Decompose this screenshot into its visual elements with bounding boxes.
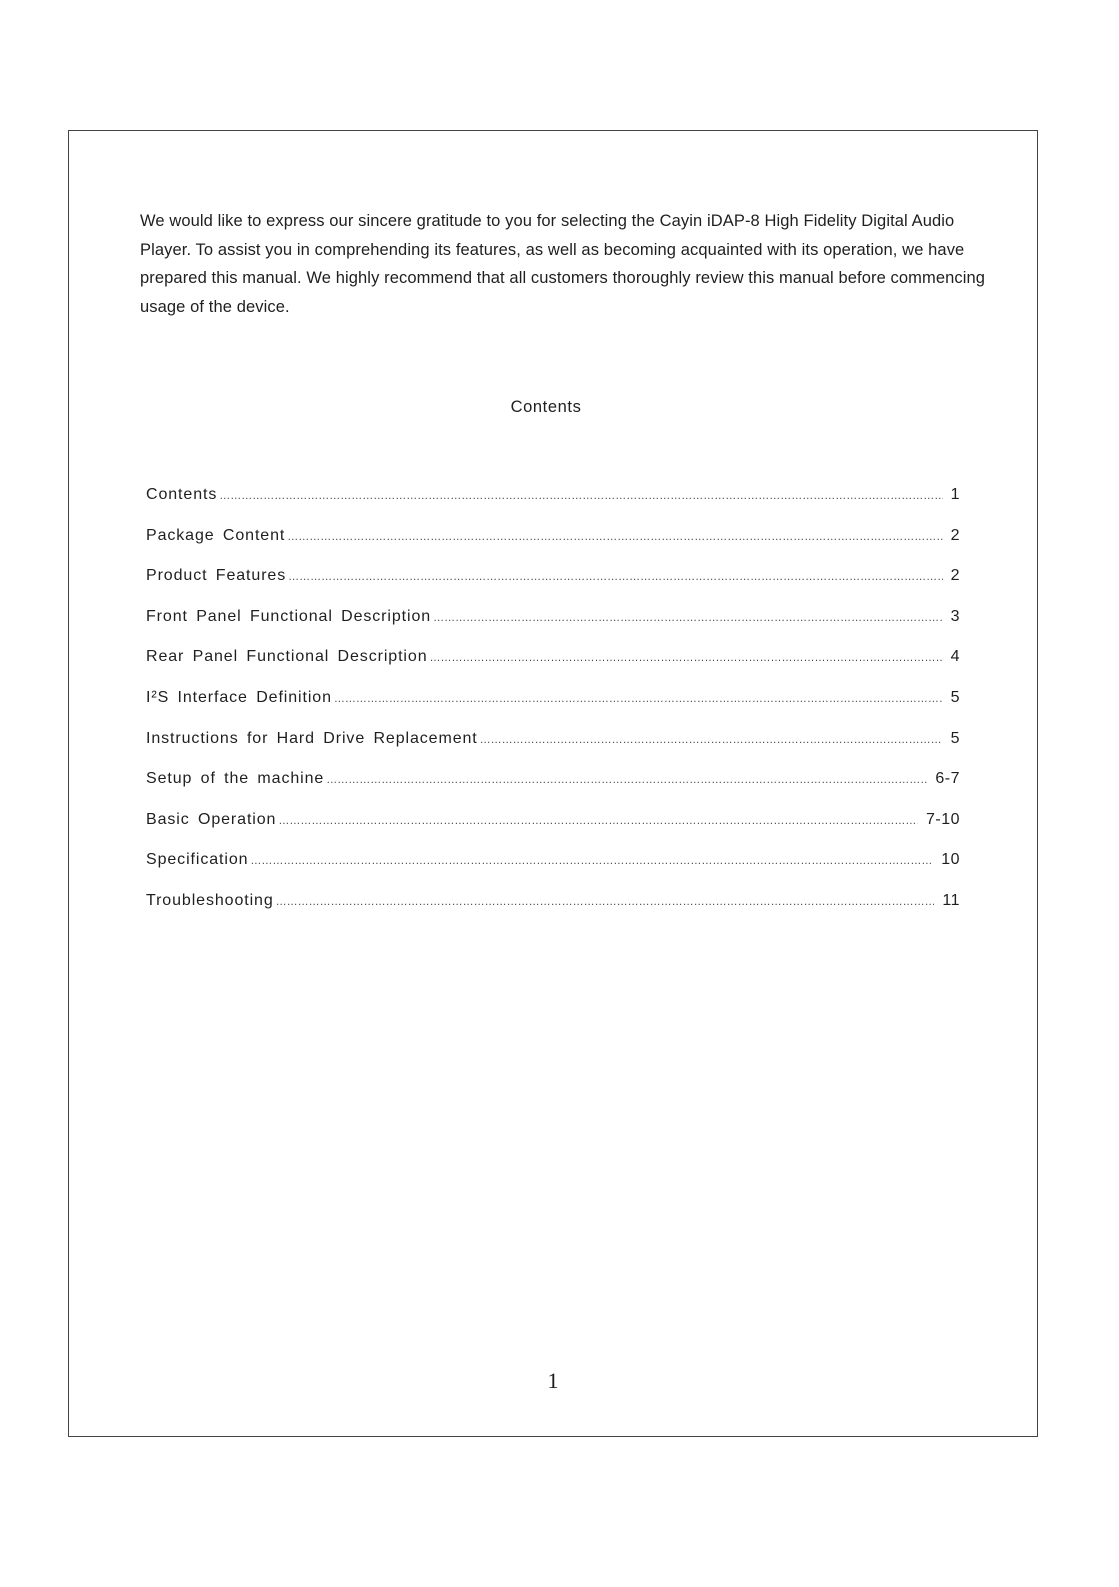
toc-dot-leader	[276, 896, 935, 908]
toc-dot-leader	[278, 815, 918, 827]
toc-entry-title: Instructions for Hard Drive Replacement	[146, 729, 478, 747]
toc-dot-leader	[433, 612, 943, 624]
toc-entry-specification[interactable]	[146, 851, 960, 892]
toc-entry-package-content[interactable]	[146, 527, 960, 568]
toc-entry-hard-drive-replacement[interactable]	[146, 730, 960, 771]
toc-entry-page: 1	[950, 486, 960, 503]
contents-heading: Contents	[510, 398, 582, 416]
toc-entry-page: 11	[942, 891, 960, 909]
toc-dot-leader	[219, 490, 942, 502]
toc-entry-page: 5	[950, 688, 960, 706]
toc-entry-page: 4	[950, 648, 960, 666]
toc-dot-leader	[480, 734, 943, 746]
table-of-contents	[146, 486, 960, 933]
intro-paragraph: We would like to express our sincere gratitude to you for selecting the Cayin iDAP-8 High Fidelity Digital Audio Player. To assist you in comprehending its features, as well as becoming acquainted with its operation, we have prepared this manual. We highly recommend that all customers thoroughly review this manual before commencing usage of the device.	[140, 212, 986, 316]
toc-entry-title: I²S Interface Definition	[146, 688, 332, 706]
toc-entry-page: 10	[941, 851, 960, 869]
toc-entry-troubleshooting[interactable]	[146, 892, 960, 933]
toc-entry-title: Setup of the machine	[146, 770, 325, 788]
toc-entry-rear-panel[interactable]	[146, 648, 960, 689]
toc-entry-title: Troubleshooting	[146, 891, 274, 909]
toc-entry-title: Specification	[146, 851, 249, 869]
page-number: 1	[547, 1368, 559, 1393]
toc-dot-leader	[334, 693, 943, 705]
toc-entry-page: 2	[950, 567, 960, 585]
toc-entry-title: Front Panel Functional Description	[146, 607, 432, 625]
toc-entry-basic-operation[interactable]	[146, 811, 960, 852]
toc-dot-leader	[430, 652, 943, 664]
toc-entry-product-features[interactable]	[146, 567, 960, 608]
toc-entry-title: Contents	[146, 486, 218, 503]
toc-entry-title: Product Features	[146, 567, 287, 585]
toc-entry-page: 6-7	[935, 770, 960, 788]
toc-entry-front-panel[interactable]	[146, 608, 960, 649]
toc-entry-title: Rear Panel Functional Description	[146, 648, 428, 666]
toc-entry-page: 5	[950, 729, 960, 747]
toc-entry-title: Basic Operation	[146, 810, 277, 828]
toc-entry-setup[interactable]	[146, 770, 960, 811]
toc-entry-title: Package Content	[146, 526, 286, 544]
toc-dot-leader	[326, 774, 927, 786]
toc-entry-page: 2	[950, 526, 960, 544]
toc-entry-page: 3	[950, 607, 960, 625]
toc-dot-leader	[288, 571, 942, 583]
toc-entry-page: 7-10	[925, 810, 960, 828]
toc-dot-leader	[250, 855, 933, 867]
toc-entry-contents[interactable]	[146, 486, 960, 527]
toc-entry-i2s-interface[interactable]	[146, 689, 960, 730]
toc-dot-leader	[287, 531, 942, 543]
